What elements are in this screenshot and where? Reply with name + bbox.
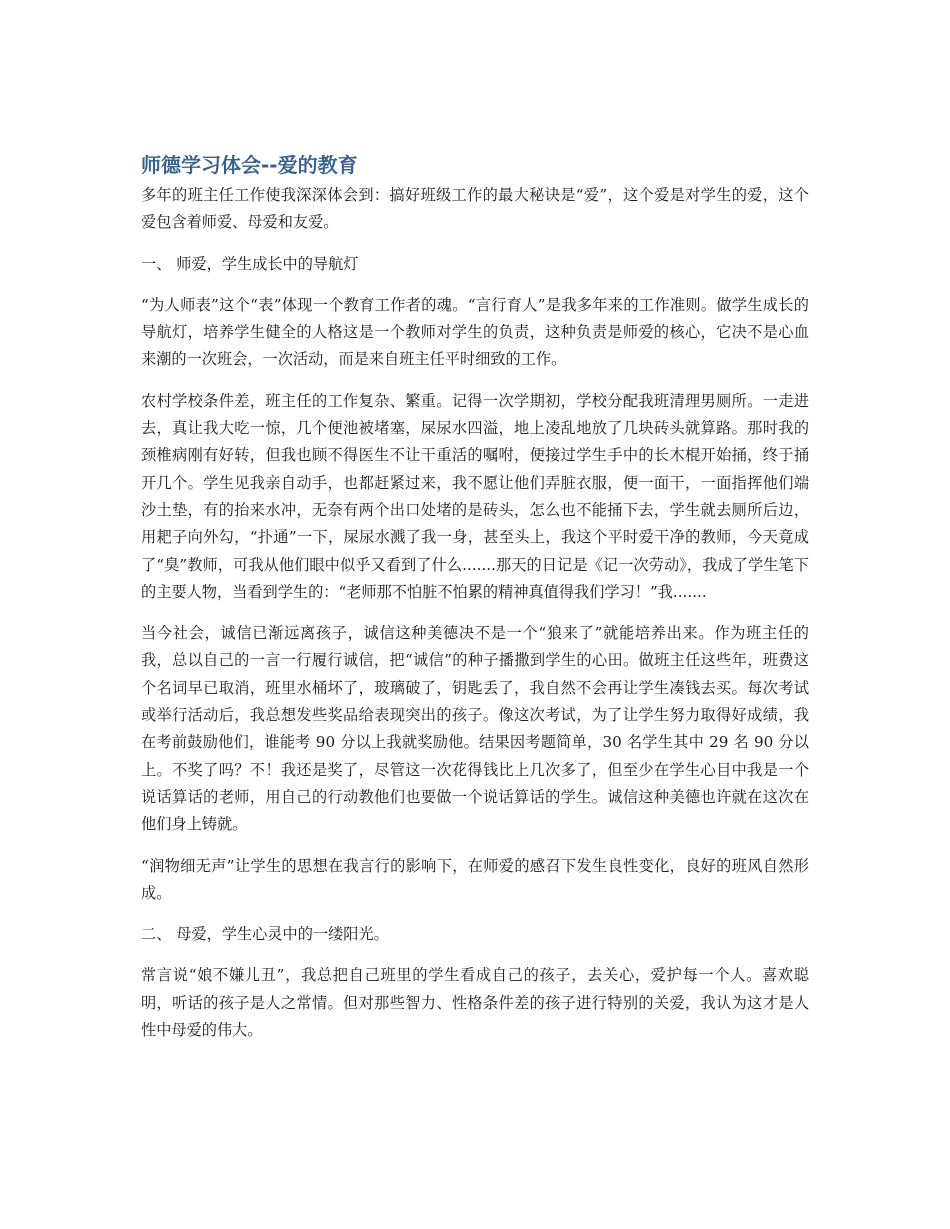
paragraph-honesty: 当今社会，诚信已渐远离孩子，诚信这种美德决不是一个“狼来了”就能培养出来。作为班主任的我，总以自己的一言一行履行诚信，把“诚信”的种子播撒到学生的心田。做班主任这些年，班费这个名词早已取消，班里水桶坏了，玻璃破了，钥匙丢了，我自然不会再让学生凑钱去买。每次考试或举行活动后，我总想发些奖品给表现突出的孩子。像这次考试，为了让学生努力取得好成绩，我在考前鼓励他们，谁能考 90 分以上我就奖励他。结果因考题简单，30 名学生其中 29 名 90 分以上。不奖了吗？不！我还是奖了，尽管这一次花得钱比上几次多了，但至少在学生心目中我是一个说话算话的老师，用自己的行动教他们也要做一个说话算话的学生。诚信这种美德也许就在这次在他们身上铸就。 <box>141 624 809 834</box>
paragraph-toilet-cleaning: 农村学校条件差，班主任的工作复杂、繁重。记得一次学期初，学校分配我班清理男厕所。一走进去，真让我大吃一惊，几个便池被堵塞，屎尿水四溢，地上凌乱地放了几块砖头就算路。那时我的颈椎病刚有好转，但我也顾不得医生不让干重活的嘱咐，便接过学生手中的长木棍开始捅，终于捅开几个。学生见我亲自动手，也都赶紧过来，我不愿让他们弄脏衣服，便一面干，一面指挥他们端沙土垫，有的抬来水冲，无奈有两个出口处堵的是砖头，怎么也不能捅下去，学生就去厕所后边，用耙子向外勾，“扑通”一下，屎尿水溅了我一身，甚至头上，我这个平时爱干净的教师，今天竟成了“臭”教师，可我从他们眼中似乎又看到了什么.......那天的日记是《记一次劳动》，我成了学生笔下的主要人物，当看到学生的：“老师那不怕脏不怕累的精神真值得我们学习！”我....... <box>141 391 809 601</box>
document-body <box>141 150 809 1058</box>
document-title: 师德学习体会--爱的教育 <box>141 153 358 177</box>
intro-paragraph: 多年的班主任工作使我深深体会到：搞好班级工作的最大秘诀是“爱”，这个爱是对学生的爱，这个爱包含着师爱、母爱和友爱。 <box>141 186 809 232</box>
paragraph-class-spirit: “润物细无声”让学生的思想在我言行的影响下，在师爱的感召下发生良性变化，良好的班风自然形成。 <box>141 856 809 902</box>
paragraph-role-model: “为人师表”这个“表”体现一个教育工作者的魂。“言行育人”是我多年来的工作准则。做学生成长的导航灯，培养学生健全的人格这是一个教师对学生的负责，这种负责是师爱的核心，它决不是心血来潮的一次班会，一次活动，而是来自班主任平时细致的工作。 <box>141 295 809 369</box>
section-heading-teacher-love: 一、 师爱，学生成长中的导航灯 <box>141 254 359 273</box>
section-heading-mother-love: 二、 母爱，学生心灵中的一缕阳光。 <box>141 925 389 944</box>
paragraph-mother-love: 常言说“娘不嫌儿丑”，我总把自己班里的学生看成自己的孩子，去关心，爱护每一个人。喜欢聪明，听话的孩子是人之常情。但对那些智力、性格条件差的孩子进行特别的关爱，我认为这才是人性中母爱的伟大。 <box>141 966 809 1040</box>
